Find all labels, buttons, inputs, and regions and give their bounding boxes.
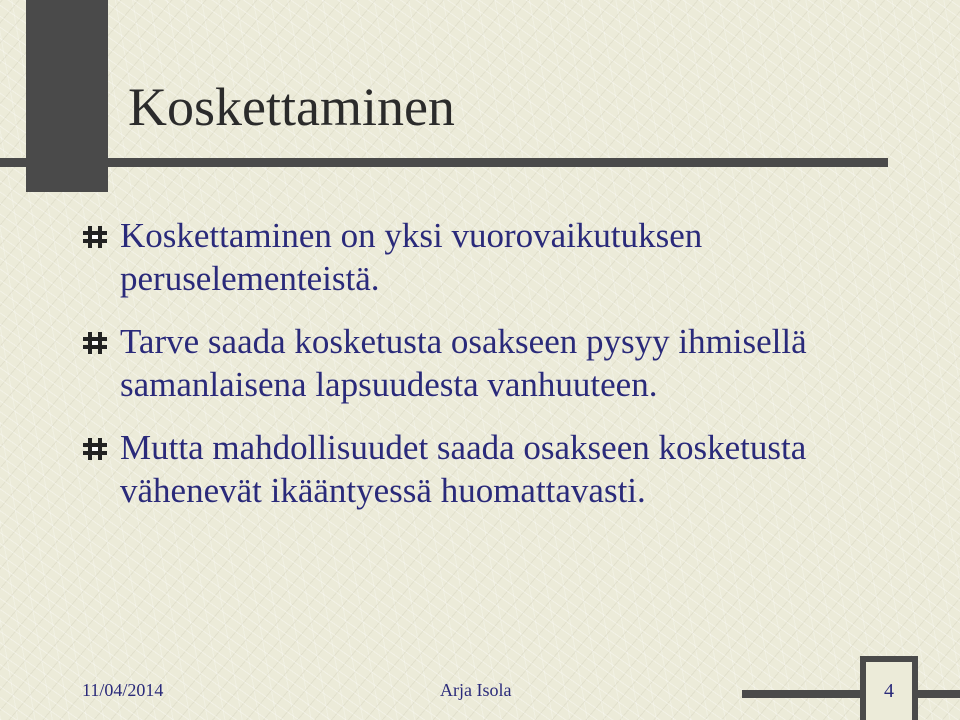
bullet-text: Tarve saada kosketusta osakseen pysyy ihmisellä samanlaisena lapsuudesta vanhuuteen. [120,322,807,404]
bullet-item [80,214,880,300]
bullet-text: Mutta mahdollisuudet saada osakseen kosketusta vähenevät ikääntyessä huomattavasti. [120,428,807,510]
slide-title: Koskettaminen [128,77,455,137]
footer-accent-bar [742,690,960,698]
footer-date: 11/04/2014 [82,680,164,700]
page-number-box [860,656,918,720]
title-accent-horizontal-bar [0,158,888,167]
footer-author: Arja Isola [440,680,512,700]
hash-bullet-icon [83,332,107,354]
hash-bullet-icon [83,438,107,460]
hash-bullet-icon [83,226,107,248]
bullet-item [80,426,880,512]
bullet-list [80,214,880,532]
bullet-text: Koskettaminen on yksi vuorovaikutuksen peruselementeistä. [120,216,703,298]
page-number: 4 [866,662,912,720]
bullet-item [80,320,880,406]
